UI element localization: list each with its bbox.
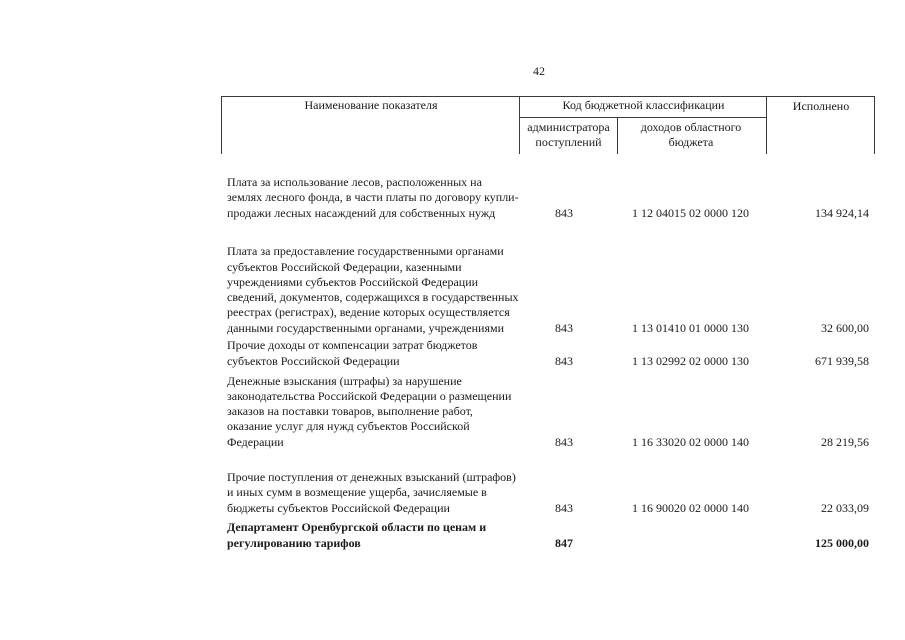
row-name: Прочие доходы от компенсации затрат бюджетов субъектов Российской Федерации: [227, 338, 478, 368]
row-income-code: 1 12 04015 02 0000 120: [632, 205, 749, 220]
table-row: [227, 450, 869, 516]
row-income-code: 1 16 33020 02 0000 140: [632, 434, 749, 449]
table-row: [227, 369, 869, 450]
row-amount: 671 939,58: [815, 353, 869, 368]
table-header: [221, 96, 875, 154]
page-number: 42: [533, 64, 545, 78]
row-admin-code: 843: [555, 320, 573, 335]
row-income-code: 1 16 90020 02 0000 140: [632, 500, 749, 515]
header-income: доходов областного бюджета: [640, 120, 742, 149]
row-admin-code: 843: [555, 205, 573, 220]
table-row: [227, 156, 869, 221]
row-name: Плата за использование лесов, расположенных на землях лесного фонда, в части платы по договору купли-продажи лесных насаждений для собственных нужд: [227, 175, 519, 220]
header-name: Наименование показателя: [304, 98, 438, 112]
row-amount: 22 033,09: [821, 500, 869, 515]
row-name: Департамент Оренбургской области по ценам и регулированию тарифов: [227, 520, 487, 550]
header-budget-code: Код бюджетной классификации: [562, 98, 725, 112]
row-admin-code: 843: [555, 434, 573, 449]
row-income-code: 1 13 01410 01 0000 130: [632, 320, 749, 335]
table-row: [227, 336, 869, 369]
header-executed: Исполнено: [792, 99, 850, 113]
row-admin-code: 843: [555, 500, 573, 515]
row-admin-code: 847: [555, 535, 573, 550]
row-amount: 32 600,00: [821, 320, 869, 335]
row-name: Плата за предоставление государственными органами субъектов Российской Федерации, казенными учреждениями субъектов Российской Федерации сведений, документов, содержащихся в государственных реестрах (регистрах), ведение которых осуществляется данными государственными органами, учреждениями: [227, 244, 519, 335]
row-amount: 134 924,14: [815, 205, 869, 220]
row-admin-code: 843: [555, 353, 573, 368]
header-admin: администратора поступлений: [527, 120, 610, 149]
row-name: Денежные взыскания (штрафы) за нарушение законодательства Российской Федерации о размещении заказов на поставки товаров, выполнение работ, оказание услуг для нужд субъектов Российской Федерации: [227, 373, 512, 449]
row-income-code: 1 13 02992 02 0000 130: [632, 353, 749, 368]
table-row: [227, 221, 869, 336]
row-name: Прочие поступления от денежных взысканий (штрафов) и иных сумм в возмещение ущерба, зачисляемые в бюджеты субъектов Российской Федерации: [227, 470, 516, 515]
table-row-department-total: [227, 518, 869, 551]
row-amount: 28 219,56: [821, 434, 869, 449]
row-amount: 125 000,00: [815, 535, 869, 550]
